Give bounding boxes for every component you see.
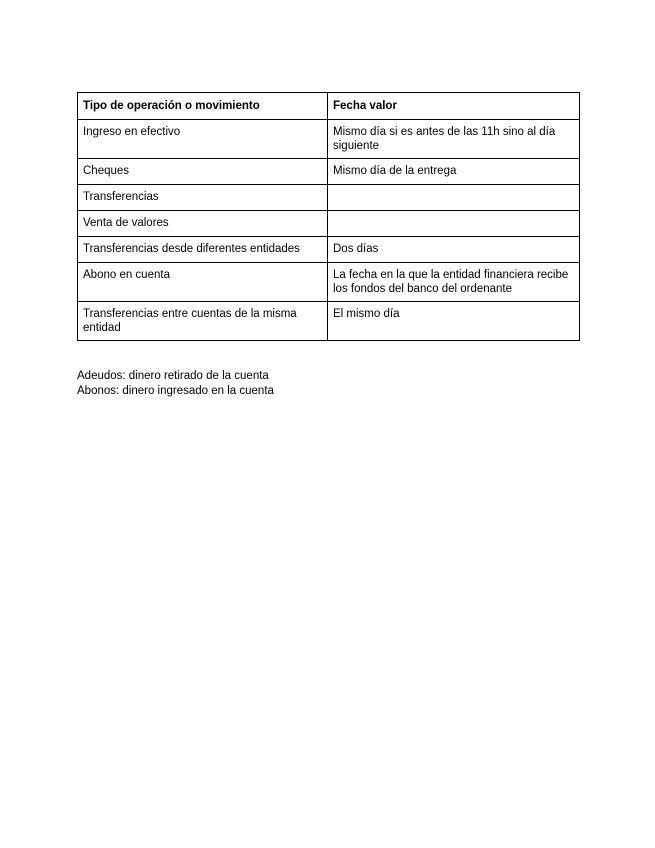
cell-operacion: Abono en cuenta: [78, 263, 328, 302]
cell-operacion: Transferencias: [78, 185, 328, 211]
table-row: [78, 211, 580, 237]
cell-operacion: Transferencias desde diferentes entidades: [78, 237, 328, 263]
cell-fecha-valor: Dos días: [328, 237, 580, 263]
header-tipo-operacion: Tipo de operación o movimiento: [78, 93, 328, 120]
cell-fecha-valor: Mismo día si es antes de las 11h sino al día siguiente: [328, 120, 580, 159]
table-row: [78, 159, 580, 185]
header-fecha-valor: Fecha valor: [328, 93, 580, 120]
note-adeudos: Adeudos: dinero retirado de la cuenta: [77, 370, 269, 382]
cell-fecha-valor: [328, 211, 580, 237]
fecha-valor-table: [77, 92, 580, 341]
cell-operacion: Transferencias entre cuentas de la misma entidad: [78, 302, 328, 341]
table-row: [78, 185, 580, 211]
table-row: [78, 263, 580, 302]
table-header-row: [78, 93, 580, 120]
cell-fecha-valor: [328, 185, 580, 211]
cell-operacion: Cheques: [78, 159, 328, 185]
cell-operacion: Venta de valores: [78, 211, 328, 237]
cell-operacion: Ingreso en efectivo: [78, 120, 328, 159]
notes-block: [77, 369, 274, 399]
cell-fecha-valor: La fecha en la que la entidad financiera recibe los fondos del banco del ordenante: [328, 263, 580, 302]
table-row: [78, 237, 580, 263]
cell-fecha-valor: Mismo día de la entrega: [328, 159, 580, 185]
cell-fecha-valor: El mismo día: [328, 302, 580, 341]
table-row: [78, 120, 580, 159]
note-abonos: Abonos: dinero ingresado en la cuenta: [77, 385, 274, 397]
table-row: [78, 302, 580, 341]
